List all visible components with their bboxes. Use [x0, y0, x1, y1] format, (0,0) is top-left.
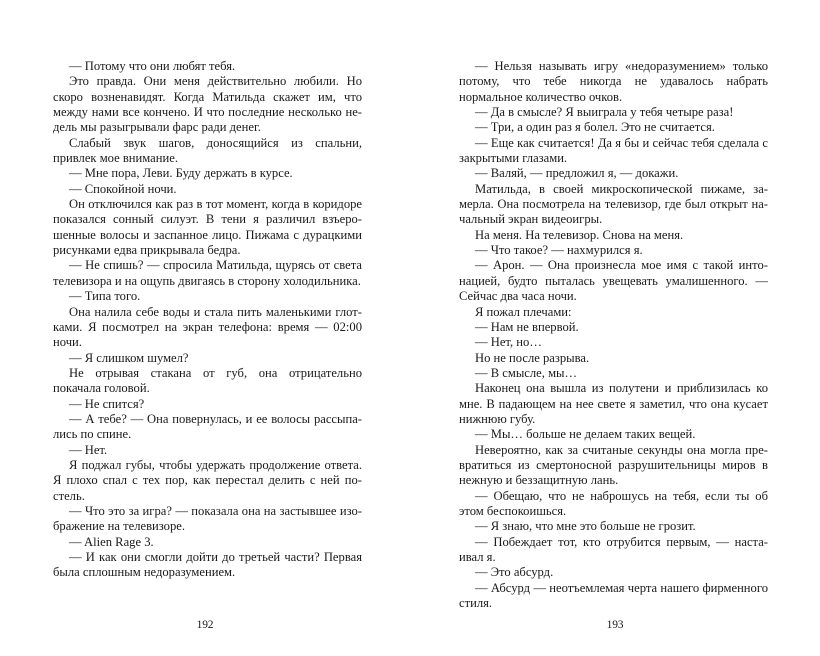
- paragraph: Наконец она вышла из полутени и приблизилась ко мне. В падающем на нее свете я заметил, что она кусает нижнюю губу.: [459, 381, 768, 426]
- paragraph: — Побеждает тот, кто отрубится первым, — настаивал я.: [459, 534, 768, 564]
- paragraph: Я поджал губы, чтобы удержать продолжение ответа. Я плохо спал с тех пор, как перестал делить с ней постель.: [53, 457, 362, 503]
- paragraph: — Я слишком шумел?: [69, 350, 189, 365]
- paragraph: — Нет.: [69, 442, 108, 457]
- paragraph: — Три, а один раз я болел. Это не считается.: [475, 120, 715, 135]
- right-page-text: [459, 59, 768, 611]
- paragraph: — А тебе? — Она повернулась, и ее волосы рассыпались по спине.: [53, 411, 362, 442]
- paragraph: — Потому что они любят тебя.: [69, 59, 236, 73]
- paragraph: Я пожал плечами:: [475, 304, 572, 319]
- paragraph: Это правда. Они меня действительно любили. Но скоро возненавидят. Когда Матильда скажет им, что между нами все кончено. И что последние несколько недель мы разыгрывали фарс ради денег.: [53, 74, 362, 135]
- paragraph: — Что такое? — нахмурился я.: [475, 243, 643, 258]
- page-number-right: 193: [606, 619, 624, 631]
- paragraph: Невероятно, как за считаные секунды она могла превратиться из смертоносной разрушительницы миров в нежную и беззащитную лань.: [459, 442, 768, 488]
- paragraph: — Спокойной ночи.: [69, 181, 177, 196]
- paragraph: — Еще как считается! Да я бы и сейчас тебя сделала с закрытыми глазами.: [459, 135, 768, 166]
- paragraph: — Типа того.: [69, 289, 141, 304]
- paragraph: — Нет, но…: [475, 335, 542, 350]
- paragraph: — Это абсурд.: [475, 565, 554, 580]
- paragraph: — Обещаю, что не наброшусь на тебя, если ты об этом беспокоишься.: [459, 488, 768, 518]
- paragraph: Она налила себе воды и стала пить маленькими глотками. Я посмотрел на экран телефона: время — 02:00 ночи.: [53, 304, 362, 350]
- right-page: [410, 0, 820, 656]
- paragraph: — Арон. — Она произнесла мое имя с такой интонацией, будто пыталась увещевать умалишенного. — Сейчас два часа ночи.: [459, 258, 768, 304]
- paragraph: — И как они смогли дойти до третьей части? Первая была сплошным недоразумением.: [53, 550, 362, 580]
- paragraph: — Что это за игра? — показала она на застывшее изображение на телевизоре.: [53, 503, 362, 534]
- paragraph: — Мы… больше не делаем таких вещей.: [475, 427, 696, 442]
- paragraph: Слабый звук шагов, доносящийся из спальни, привлек мое внимание.: [53, 135, 362, 166]
- paragraph: — Alien Rage 3.: [69, 534, 154, 549]
- paragraph: — Нам не впервой.: [475, 319, 579, 334]
- paragraph: — Валяй, — предложил я, — докажи.: [475, 166, 679, 181]
- paragraph: Матильда, в своей микроскопической пижаме, замерла. Она посмотрела на телевизор, где был открыт начальный экран видеоигры.: [459, 181, 768, 227]
- paragraph: — Не спишь? — спросила Матильда, щурясь от света телевизора и на ощупь двигаясь в сторону холодильника.: [53, 258, 362, 288]
- left-page-text: [53, 59, 362, 581]
- paragraph: — В смысле, мы…: [475, 365, 578, 380]
- paragraph: — Нельзя называть игру «недоразумением» только потому, что тебе никогда не удавалось набрать нормальное количество очков.: [459, 59, 768, 104]
- paragraph: — Да в смысле? Я выиграла у тебя четыре раза!: [475, 105, 734, 120]
- paragraph: — Мне пора, Леви. Буду держать в курсе.: [69, 166, 293, 181]
- paragraph: Но не после разрыва.: [475, 350, 590, 365]
- page-number-left: 192: [196, 619, 214, 631]
- paragraph: — Не спится?: [69, 396, 145, 411]
- paragraph: Не отрывая стакана от губ, она отрицательно покачала головой.: [53, 365, 362, 396]
- paragraph: На меня. На телевизор. Снова на меня.: [475, 227, 684, 242]
- paragraph: — Я знаю, что мне это больше не грозит.: [475, 519, 696, 534]
- paragraph: — Абсурд — неотъемлемая черта нашего фирменного стиля.: [459, 580, 768, 611]
- paragraph: Он отключился как раз в тот момент, когда в коридоре показался сонный силуэт. В тени я различил взъерошенные волосы и заспанное лицо. Пижама с дурацкими рисунками едва прикрывала бедра.: [53, 197, 362, 258]
